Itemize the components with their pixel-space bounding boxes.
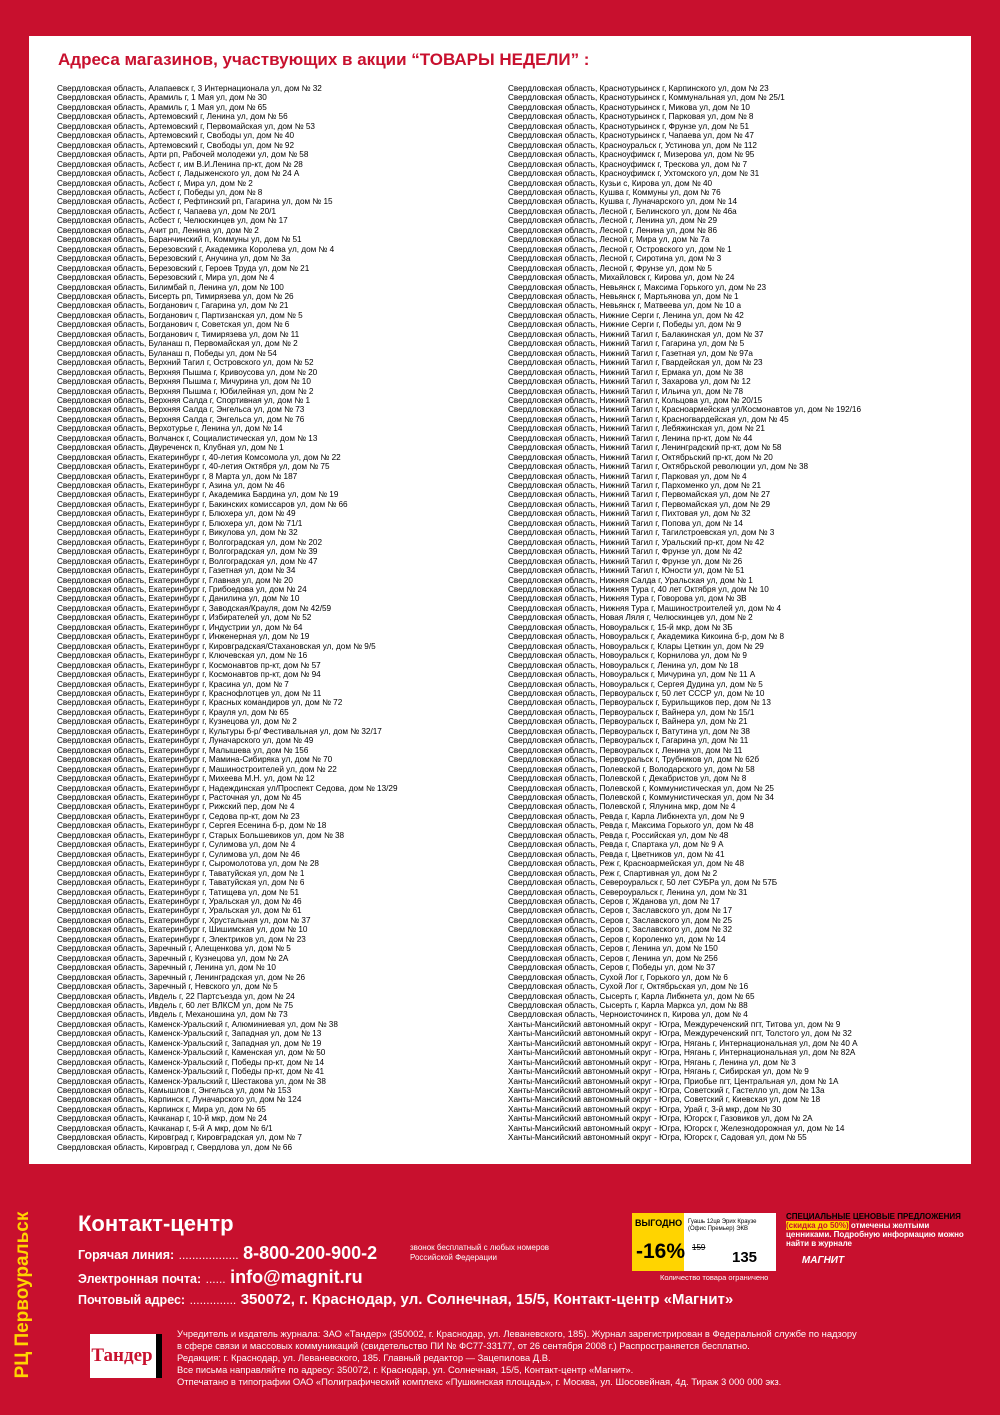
address-item: Ханты-Мансийский автономный округ - Югра, Урай г, 3-й мкр, дом № 30 (508, 1104, 782, 1114)
imprint-line: Отпечатано в типографии ОАО «Полиграфический комплекс «Пушкинская площадь», г. Москва, ул. Шосовейная, 4д. Тираж 3 000 000 экз. (177, 1376, 782, 1387)
address-item: Свердловская область, Нижний Тагил г, Первомайская ул, дом № 27 (508, 490, 771, 500)
address-item: Свердловская область, Новоуральск г, Клары Цеткин ул, дом № 29 (508, 641, 764, 651)
address-item: Свердловская область, Екатеринбург г, Сыромолотова ул, дом № 28 (57, 859, 319, 869)
promo-old-price: 159 (692, 1243, 706, 1252)
address-item: Свердловская область, Каменск-Уральский г, Победы пр-кт, дом № 41 (57, 1067, 325, 1077)
address-item: Свердловская область, Екатеринбург г, Волгоградская ул, дом № 39 (57, 547, 318, 557)
address-item: Свердловская область, Качканар г, 10-й мкр, дом № 24 (57, 1114, 268, 1124)
address-item: Свердловская область, Бисерть рп, Тимирязева ул, дом № 26 (57, 291, 294, 301)
address-item: Свердловская область, Первоуральск г, Вайнера ул, дом № 15/1 (508, 707, 755, 717)
address-item: Свердловская область, Невьянск г, Мартьянова ул, дом № 1 (508, 291, 739, 301)
address-item: Свердловская область, Нижний Тагил г, Кольцова ул, дом № 20/15 (508, 395, 763, 405)
address-item: Свердловская область, Екатеринбург г, Татищева ул, дом № 51 (57, 887, 300, 897)
address-item: Свердловская область, Заречный г, Ленина ул, дом № 10 (57, 963, 276, 973)
address-item: Свердловская область, Буланаш п, Первомайская ул, дом № 2 (57, 339, 298, 349)
address-item: Свердловская область, Екатеринбург г, Красных командиров ул, дом № 72 (57, 698, 343, 708)
address-item: Свердловская область, Полевской г, Ялунина мкр, дом № 4 (508, 802, 736, 812)
tander-logo-text: Тандер (91, 1345, 153, 1366)
address-item: Свердловская область, Ревда г, Максима Горького ул, дом № 48 (508, 821, 754, 831)
address-item: Свердловская область, Невьянск г, Матвеева ул, дом № 10 а (508, 301, 742, 311)
address-item: Свердловская область, Двуреченск п, Клубная ул, дом № 1 (57, 443, 284, 453)
address-item: Свердловская область, Лесной г, Белинского ул, дом № 46а (508, 206, 737, 216)
address-item: Свердловская область, Верхняя Пышма г, Кривоусова ул, дом № 20 (57, 367, 318, 377)
address-item: Свердловская область, Екатеринбург г, Седова пр-кт, дом № 23 (57, 811, 300, 821)
address-item: Свердловская область, Ивдель г, Механошина ул, дом № 73 (57, 1010, 288, 1020)
address-item: Свердловская область, Первоуральск г, Гагарина ул, дом № 11 (508, 736, 749, 746)
address-item: Свердловская область, Нижний Тагил г, Пихтовая ул, дом № 32 (508, 509, 751, 519)
address-item: Свердловская область, Красноуфимск г, Трескова ул, дом № 7 (508, 159, 748, 169)
address-item: Свердловская область, Асбест г, Челюскинцев ул, дом № 17 (57, 216, 288, 226)
special-offer-note (786, 1212, 966, 1248)
address-item: Свердловская область, Лесной г, Сиротина ул, дом № 3 (508, 254, 722, 264)
address-item: Свердловская область, Екатеринбург г, Шишимская ул, дом № 10 (57, 925, 308, 935)
address-item: Свердловская область, Каменск-Уральский г, Западная ул, дом № 13 (57, 1029, 322, 1039)
address-item: Свердловская область, Серов г, Победы ул, дом № 37 (508, 963, 716, 973)
address-item: Свердловская область, Каменск-Уральский г, Победы пр-кт, дом № 14 (57, 1057, 325, 1067)
address-item: Свердловская область, Кировград г, Свердлова ул, дом № 66 (57, 1142, 293, 1152)
address-item: Свердловская область, Березовский г, Героев Труда ул, дом № 21 (57, 263, 310, 273)
address-item: Свердловская область, Краснотурьинск г, Коммунальная ул, дом № 25/1 (508, 93, 785, 103)
address-item: Ханты-Мансийский автономный округ - Югра, Междуреченский пгт, Титова ул, дом № 9 (508, 1019, 841, 1029)
address-item: Свердловская область, Верхняя Салда г, Энгельса ул, дом № 76 (57, 414, 305, 424)
address-item: Свердловская область, Екатеринбург г, Сергея Есенина б-р, дом № 18 (57, 821, 327, 831)
address-item: Свердловская область, Нижний Тагил г, Балакинская ул, дом № 37 (508, 329, 764, 339)
address-item: Ханты-Мансийский автономный округ - Югра, Югорск г, Садовая ул, дом № 55 (508, 1133, 807, 1143)
address-item: Свердловская область, Екатеринбург г, Малышева ул, дом № 156 (57, 745, 309, 755)
address-item: Свердловская область, Екатеринбург г, Кузнецова ул, дом № 2 (57, 717, 297, 727)
address-item: Свердловская область, Заречный г, Алещенкова ул, дом № 5 (57, 944, 291, 954)
address-item: Свердловская область, Краснотурьинск г, Микова ул, дом № 10 (508, 102, 750, 112)
address-item: Свердловская область, Первоуральск г, Ленина ул, дом № 11 (508, 745, 743, 755)
address-item: Свердловская область, Екатеринбург г, Сулимова ул, дом № 46 (57, 849, 300, 859)
address-item: Свердловская область, Ивдель г, 22 Партсъезда ул, дом № 24 (57, 991, 295, 1001)
address-item: Свердловская область, Сысерть г, Карла Либкнета ул, дом № 65 (508, 991, 755, 1001)
address-item: Свердловская область, Асбест г, Чапаева ул, дом № 20/1 (57, 206, 276, 216)
address-item: Свердловская область, Серов г, Заславского ул, дом № 32 (508, 925, 733, 935)
address-item: Свердловская область, Полевской г, Коммунистическая ул, дом № 25 (508, 783, 774, 793)
address-item: Свердловская область, Асбест г, Ладыженского ул, дом № 24 А (57, 169, 300, 179)
address-item: Свердловская область, Екатеринбург г, Блюхера ул, дом № 49 (57, 509, 296, 519)
address-item: Свердловская область, Екатеринбург г, Кировградская/Стахановская ул, дом № 9/5 (57, 641, 376, 651)
address-item: Свердловская область, Асбест г, Рефтинский рп, Гагарина ул, дом № 15 (57, 197, 333, 207)
address-item: Свердловская область, Екатеринбург г, Космонавтов пр-кт, дом № 94 (57, 670, 321, 680)
address-item: Свердловская область, Екатеринбург г, Мамина-Сибиряка ул, дом № 70 (57, 755, 333, 765)
address-item: Свердловская область, Лесной г, Островского ул, дом № 1 (508, 244, 732, 254)
postal-row (78, 1291, 733, 1309)
address-item: Свердловская область, Лесной г, Ленина ул, дом № 29 (508, 216, 718, 226)
address-item: Свердловская область, Екатеринбург г, Ключевская ул, дом № 16 (57, 651, 308, 661)
address-item: Свердловская область, Екатеринбург г, Машиностроителей ул, дом № 22 (57, 764, 337, 774)
address-item: Свердловская область, Новоуральск г, Ленина ул, дом № 18 (508, 660, 739, 670)
address-item: Свердловская область, Михайловск г, Кирова ул, дом № 24 (508, 273, 735, 283)
dots: .............. (189, 1293, 237, 1307)
address-item: Ханты-Мансийский автономный округ - Югра, Нягань г, Сибирская ул, дом № 9 (508, 1067, 809, 1077)
address-item: Свердловская область, Краснотурьинск г, Карпинского ул, дом № 23 (508, 84, 769, 93)
address-item: Свердловская область, Краснотурьинск г, Парковая ул, дом № 8 (508, 112, 754, 122)
address-item: Свердловская область, Заречный г, Невского ул, дом № 5 (57, 982, 278, 992)
promo-new-price: 135 (732, 1249, 758, 1266)
address-item: Свердловская область, Серов г, Заславского ул, дом № 17 (508, 906, 733, 916)
address-item: Свердловская область, Нижний Тагил г, Ленинградский пр-кт, дом № 58 (508, 443, 782, 453)
address-item: Свердловская область, Лесной г, Мира ул, дом № 7а (508, 235, 710, 245)
promo-discount: -16% (636, 1240, 686, 1263)
address-item: Свердловская область, Богданович г, Партизанская ул, дом № 5 (57, 310, 303, 320)
promo-price-tag (632, 1213, 776, 1271)
address-item: Свердловская область, Алапаевск г, 3 Интернационала ул, дом № 32 (57, 84, 322, 93)
address-item: Свердловская область, Нижняя Тура г, Машиностроителей ул, дом № 4 (508, 603, 782, 613)
contact-center-title: Контакт-центр (78, 1211, 234, 1236)
imprint-line: Редакция: г. Краснодар, ул. Леваневского, 185. Главный редактор — Зацепилова Д.В. (177, 1352, 551, 1363)
address-item: Свердловская область, Лесной г, Ленина ул, дом № 86 (508, 225, 718, 235)
address-item: Свердловская область, Екатеринбург г, Луначарского ул, дом № 49 (57, 736, 314, 746)
address-item: Свердловская область, Екатеринбург г, Краснофлотцев ул, дом № 11 (57, 689, 322, 698)
address-item: Свердловская область, Нижние Серги г, Ленина ул, дом № 42 (508, 310, 744, 320)
postal-label: Почтовый адрес: (78, 1293, 186, 1307)
address-item: Свердловская область, Североуральск г, 50 лет СУБРа ул, дом № 57Б (508, 878, 778, 888)
postal-address: 350072, г. Краснодар, ул. Солнечная, 15/5, Контакт-центр «Магнит» (240, 1291, 734, 1308)
address-item: Свердловская область, Нижний Тагил г, Первомайская ул, дом № 29 (508, 499, 771, 509)
address-item: Свердловская область, Екатеринбург г, Бакинских комиссаров ул, дом № 66 (57, 499, 348, 509)
address-item: Свердловская область, Красноуфимск г, Мизерова ул, дом № 95 (508, 150, 755, 160)
address-item: Свердловская область, Новая Ляля г, Челюскинцев ул, дом № 2 (508, 613, 753, 623)
address-item: Свердловская область, Буланаш п, Победы ул, дом № 54 (57, 348, 277, 358)
address-item: Свердловская область, Екатеринбург г, 40-летия Октября ул, дом № 75 (57, 462, 330, 472)
address-item: Свердловская область, Верхняя Салда г, Спортивная ул, дом № 1 (57, 395, 311, 405)
address-item: Свердловская область, Верхотурье г, Ленина ул, дом № 14 (57, 424, 283, 434)
promo-caption: Количество товара ограничено (660, 1273, 769, 1282)
address-item: Свердловская область, Екатеринбург г, Красина ул, дом № 7 (57, 679, 289, 689)
address-item: Ханты-Мансийский автономный округ - Югра, Междуреченский пгт, Толстого ул, дом № 32 (508, 1029, 852, 1039)
address-item: Свердловская область, Богданович г, Советская ул, дом № 6 (57, 320, 290, 330)
address-item: Свердловская область, Нижние Серги г, Победы ул, дом № 9 (508, 320, 742, 330)
address-item: Свердловская область, Асбест г, Мира ул, дом № 2 (57, 178, 253, 188)
address-item: Свердловская область, Серов г, Жданова ул, дом № 17 (508, 896, 720, 906)
address-item: Свердловская область, Екатеринбург г, Блюхера ул, дом № 71/1 (57, 518, 303, 528)
address-item: Свердловская область, Екатеринбург г, 40-летия Комсомола ул, дом № 22 (57, 452, 341, 462)
address-item: Свердловская область, Нижний Тагил г, Фрунзе ул, дом № 42 (508, 547, 743, 557)
address-item: Свердловская область, Асбест г, им В.И.Ленина пр-кт, дом № 28 (57, 159, 303, 169)
address-item: Свердловская область, Екатеринбург г, Викулова ул, дом № 32 (57, 528, 298, 538)
address-item: Свердловская область, Серов г, Заславского ул, дом № 25 (508, 915, 733, 925)
promo-label: ВЫГОДНО (635, 1218, 683, 1228)
address-item: Свердловская область, Нижний Тагил г, Ильича ул, дом № 78 (508, 386, 744, 396)
address-item: Свердловская область, Полевской г, Володарского ул, дом № 58 (508, 764, 755, 774)
address-item: Свердловская область, Реж г, Красноармейская ул, дом № 48 (508, 859, 745, 869)
address-item: Свердловская область, Ревда г, Спартака ул, дом № 9 А (508, 840, 724, 850)
address-item: Свердловская область, Екатеринбург г, Михеева М.Н. ул, дом № 12 (57, 774, 315, 784)
address-item: Свердловская область, Нижний Тагил г, Гагарина ул, дом № 5 (508, 339, 745, 349)
address-item: Свердловская область, Березовский г, Мира ул, дом № 4 (57, 273, 275, 283)
address-item: Ханты-Мансийский автономный округ - Югра, Советский г, Гастелло ул, дом № 13а (508, 1086, 825, 1096)
address-item: Свердловская область, Новоуральск г, Мичурина ул, дом № 11 А (508, 670, 756, 680)
address-item: Свердловская область, Нижний Тагил г, Пархоменко ул, дом № 21 (508, 481, 762, 491)
address-item: Свердловская область, Екатеринбург г, Азина ул, дом № 46 (57, 481, 285, 491)
special-desc: отмечены желтыми ценниками. Подробную информацию можно найти в журнале (786, 1221, 964, 1248)
address-item: Свердловская область, Каменск-Уральский г, Каменская ул, дом № 50 (57, 1048, 326, 1058)
address-item: Свердловская область, Екатеринбург г, Таватуйская ул, дом № 1 (57, 868, 305, 878)
address-item: Свердловская область, Первоуральск г, Бурильщиков пер, дом № 13 (508, 698, 771, 708)
address-item: Свердловская область, Екатеринбург г, Старых Большевиков ул, дом № 38 (57, 830, 345, 840)
email-row (78, 1267, 363, 1288)
address-item: Свердловская область, Нижний Тагил г, Октябрьский пр-кт, дом № 20 (508, 452, 773, 462)
address-item: Свердловская область, Нижний Тагил г, Лебяжинская ул, дом № 21 (508, 424, 765, 434)
address-item: Свердловская область, Черноисточинск п, Кирова ул, дом № 4 (508, 1010, 748, 1020)
address-item: Свердловская область, Реж г, Спартивная ул, дом № 2 (508, 868, 718, 878)
address-item: Свердловская область, Первоуральск г, Ватутина ул, дом № 38 (508, 726, 750, 736)
address-item: Свердловская область, Сухой Лог г, Горького ул, дом № 6 (508, 972, 728, 982)
address-item: Свердловская область, Екатеринбург г, Заводская/Крауля, дом № 42/59 (57, 603, 332, 613)
address-item: Свердловская область, Ревда г, Российская ул, дом № 48 (508, 830, 729, 840)
dots: ...... (205, 1272, 226, 1286)
address-item: Свердловская область, Верхняя Салда г, Энгельса ул, дом № 73 (57, 405, 305, 415)
address-item: Свердловская область, Березовский г, Анучина ул, дом № 3а (57, 254, 291, 264)
address-item: Свердловская область, Нижний Тагил г, Октябрьской революции ул, дом № 38 (508, 462, 809, 472)
address-item: Свердловская область, Екатеринбург г, Главная ул, дом № 20 (57, 575, 293, 585)
address-item: Свердловская область, Новоуральск г, 15-й мкр, дом № 3Б (508, 622, 733, 632)
address-item: Свердловская область, Богданович г, Гагарина ул, дом № 21 (57, 301, 289, 311)
address-item: Свердловская область, Полевской г, Декабристов ул, дом № 8 (508, 774, 747, 784)
side-label (10, 1185, 36, 1405)
tander-logo-bar (156, 1334, 162, 1378)
address-item: Свердловская область, Богданович г, Тимирязева ул, дом № 11 (57, 329, 300, 339)
address-item: Свердловская область, Камышлов г, Энгельса ул, дом № 153 (57, 1086, 292, 1096)
address-item: Свердловская область, Нижний Тагил г, Парковая ул, дом № 4 (508, 471, 747, 481)
address-item: Свердловская область, Екатеринбург г, Волгоградская ул, дом № 202 (57, 537, 322, 547)
side-label-text: РЦ Первоуральск (12, 1211, 33, 1379)
address-item: Свердловская область, Екатеринбург г, Расточная ул, дом № 45 (57, 792, 302, 802)
address-item: Свердловская область, Нижняя Тура г, Говорова ул, дом № 3В (508, 594, 747, 604)
address-item: Свердловская область, Артемовский г, Свободы ул, дом № 40 (57, 131, 295, 141)
address-item: Свердловская область, Первоуральск г, Вайнера ул, дом № 21 (508, 717, 748, 727)
address-item: Свердловская область, Ревда г, Цветников ул, дом № 41 (508, 849, 725, 859)
address-item: Свердловская область, Нижний Тагил г, Попова ул, дом № 14 (508, 518, 743, 528)
hotline-number[interactable]: 8-800-200-900-2 (243, 1243, 378, 1263)
address-item: Свердловская область, Екатеринбург г, 8 Марта ул, дом № 187 (57, 471, 298, 481)
address-item: Свердловская область, Североуральск г, Ленина ул, дом № 31 (508, 887, 748, 897)
address-item: Свердловская область, Екатеринбург г, Крауля ул, дом № 65 (57, 707, 289, 717)
address-item: Свердловская область, Екатеринбург г, Надеждинская ул/Проспект Седова, дом № 13/29 (57, 783, 398, 793)
imprint-line: Все письма направляйте по адресу: 350072, г. Краснодар, ул. Солнечная, 15/5, Контакт-центр «Магнит». (177, 1364, 634, 1375)
address-item: Свердловская область, Билимбай п, Ленина ул, дом № 100 (57, 282, 284, 292)
address-item: Свердловская область, Красноуфимск г, Ухтомского ул, дом № 31 (508, 169, 760, 179)
promo-description: Гуашь 12цв Эрих Краузе (Офис Премьер) ЭКВ (688, 1219, 757, 1232)
address-item: Свердловская область, Артемовский г, Свободы ул, дом № 92 (57, 140, 295, 150)
imprint-line: Учредитель и издатель журнала: ЗАО «Тандер» (350002, г. Краснодар, ул. Леваневского, 185). Журнал зарегистрирован в Федеральной службе по надзору (177, 1328, 857, 1339)
email-label: Электронная почта: (78, 1272, 202, 1286)
address-item: Свердловская область, Каменск-Уральский г, Алюминиевая ул, дом № 38 (57, 1019, 338, 1029)
address-item: Свердловская область, Нижний Тагил г, Тагилстроевская ул, дом № 3 (508, 528, 775, 538)
page-title: Адреса магазинов, участвующих в акции “ТОВАРЫ НЕДЕЛИ” : (58, 50, 590, 69)
address-item: Свердловская область, Ивдель г, 60 лет ВЛКСМ ул, дом № 75 (57, 1000, 294, 1010)
address-item: Свердловская область, Нижний Тагил г, Юности ул, дом № 51 (508, 566, 745, 576)
special-discount: (скидка до 50%) (786, 1221, 849, 1230)
magnit-logo: МАГНИТ (788, 1253, 858, 1269)
address-item: Свердловская область, Сысерть г, Карла Маркса ул, дом № 88 (508, 1000, 748, 1010)
address-item: Ханты-Мансийский автономный округ - Югра, Нягань г, Ленина ул, дом № 3 (508, 1057, 796, 1067)
address-item: Свердловская область, Серов г, Ленина ул, дом № 256 (508, 953, 718, 963)
address-item: Свердловская область, Серов г, Короленко ул, дом № 14 (508, 934, 726, 944)
address-item: Свердловская область, Каменск-Уральский г, Западная ул, дом № 19 (57, 1038, 322, 1048)
address-item: Свердловская область, Асбест г, Победы ул, дом № 8 (57, 187, 263, 197)
address-item: Ханты-Мансийский автономный округ - Югра, Советский г, Киевская ул, дом № 18 (508, 1095, 821, 1105)
address-item: Свердловская область, Артемовский г, Первомайская ул, дом № 53 (57, 121, 315, 131)
call-note: звонок бесплатный с любых номеров Российской Федерации (410, 1243, 550, 1262)
address-item: Свердловская область, Качканар г, 5-й А мкр, дом № 6/1 (57, 1123, 273, 1133)
address-item: Свердловская область, Нижняя Тура г, 40 лет Октября ул, дом № 10 (508, 585, 769, 595)
address-item: Ханты-Мансийский автономный округ - Югра, Югорск г, Железнодорожная ул, дом № 14 (508, 1123, 845, 1133)
address-item: Свердловская область, Новоуральск г, Академика Кикоина б-р, дом № 8 (508, 632, 785, 642)
address-item: Ханты-Мансийский автономный округ - Югра, Приобье пгт, Центральная ул, дом № 1А (508, 1076, 839, 1086)
imprint (177, 1328, 977, 1388)
address-item: Свердловская область, Кузьи с, Кирова ул, дом № 40 (508, 178, 713, 188)
address-item: Свердловская область, Нижний Тагил г, Ленина пр-кт, дом № 44 (508, 433, 753, 443)
address-item: Свердловская область, Нижний Тагил г, Красногвардейская ул, дом № 45 (508, 414, 789, 424)
address-item: Свердловская область, Екатеринбург г, Индустрии ул, дом № 64 (57, 622, 303, 632)
address-item: Свердловская область, Кушва г, Коммуны ул, дом № 76 (508, 187, 721, 197)
address-item: Свердловская область, Екатеринбург г, Культуры б-р/ Фестивальная ул, дом № 32/17 (57, 726, 382, 736)
address-item: Свердловская область, Екатеринбург г, Таватуйская ул, дом № 6 (57, 878, 305, 888)
address-item: Свердловская область, Кушва г, Луначарского ул, дом № 14 (508, 197, 738, 207)
address-item: Свердловская область, Кировград г, Кировградская ул, дом № 7 (57, 1133, 302, 1143)
address-item: Свердловская область, Нижний Тагил г, Захарова ул, дом № 12 (508, 377, 751, 387)
address-item: Свердловская область, Екатеринбург г, Хрустальная ул, дом № 37 (57, 915, 311, 925)
address-item: Свердловская область, Нижний Тагил г, Гвардейская ул, дом № 23 (508, 358, 763, 368)
address-item: Свердловская область, Баранчинский п, Коммуны ул, дом № 51 (57, 235, 302, 245)
address-item: Свердловская область, Ревда г, Карла Либкнехта ул, дом № 9 (508, 811, 745, 821)
hotline-row (78, 1243, 377, 1264)
address-item: Ханты-Мансийский автономный округ - Югра, Югорск г, Газовиков ул, дом № 2А (508, 1114, 813, 1124)
address-item: Свердловская область, Арамиль г, 1 Мая ул, дом № 30 (57, 93, 267, 103)
address-item: Свердловская область, Екатеринбург г, Космонавтов пр-кт, дом № 57 (57, 660, 321, 670)
address-item: Свердловская область, Заречный г, Кузнецова ул, дом № 2А (57, 953, 289, 963)
address-item: Свердловская область, Нижний Тагил г, Уральский пр-кт, дом № 42 (508, 537, 765, 547)
address-item: Свердловская область, Артемовский г, Ленина ул, дом № 56 (57, 112, 288, 122)
address-item: Свердловская область, Екатеринбург г, Данилина ул, дом № 10 (57, 594, 300, 604)
address-item: Свердловская область, Березовский г, Академика Королева ул, дом № 4 (57, 244, 335, 254)
address-item: Свердловская область, Нижний Тагил г, Ермака ул, дом № 38 (508, 367, 744, 377)
address-item: Свердловская область, Екатеринбург г, Академика Бардина ул, дом № 19 (57, 490, 339, 500)
address-item: Свердловская область, Екатеринбург г, Газетная ул, дом № 34 (57, 566, 296, 576)
address-item: Свердловская область, Новоуральск г, Сергея Дудина ул, дом № 5 (508, 679, 763, 689)
hotline-label: Горячая линия: (78, 1248, 175, 1262)
address-item: Свердловская область, Екатеринбург г, Избирателей ул, дом № 52 (57, 613, 312, 623)
address-item: Свердловская область, Верхний Тагил г, Островского ул, дом № 52 (57, 358, 314, 368)
address-item: Свердловская область, Волчанск г, Социалистическая ул, дом № 13 (57, 433, 318, 443)
address-item: Свердловская область, Екатеринбург г, Сулимова ул, дом № 4 (57, 840, 296, 850)
address-item: Свердловская область, Первоуральск г, Трубников ул, дом № 62б (508, 755, 760, 765)
address-item: Свердловская область, Нижний Тагил г, Газетная ул, дом № 97а (508, 348, 753, 358)
address-item: Свердловская область, Сухой Лог г, Октябрьская ул, дом № 16 (508, 982, 749, 992)
address-item: Свердловская область, Екатеринбург г, Уральская ул, дом № 46 (57, 896, 302, 906)
address-item: Свердловская область, Новоуральск г, Корнилова ул, дом № 9 (508, 651, 747, 661)
email-link[interactable]: info@magnit.ru (230, 1267, 363, 1287)
address-item: Свердловская область, Невьянск г, Максима Горького ул, дом № 23 (508, 282, 767, 292)
address-item: Свердловская область, Заречный г, Ленинградская ул, дом № 26 (57, 972, 306, 982)
address-item: Свердловская область, Нижний Тагил г, Красноармейская ул/Космонавтов ул, дом № 192/16 (508, 405, 862, 415)
address-item: Свердловская область, Первоуральск г, 50 лет СССР ул, дом № 10 (508, 689, 765, 698)
address-item: Свердловская область, Краснотурьинск г, Фрунзе ул, дом № 51 (508, 121, 750, 131)
address-item: Свердловская область, Верхняя Пышма г, Юбилейная ул, дом № 2 (57, 386, 314, 396)
special-title: СПЕЦИАЛЬНЫЕ ЦЕНОВЫЕ ПРЕДЛОЖЕНИЯ (786, 1212, 961, 1221)
address-item: Свердловская область, Карпинск г, Мира ул, дом № 65 (57, 1104, 266, 1114)
address-item: Свердловская область, Ачит рп, Ленина ул, дом № 2 (57, 225, 259, 235)
address-list-left (57, 84, 487, 1152)
address-item: Свердловская область, Арамиль г, 1 Мая ул, дом № 65 (57, 102, 267, 112)
address-item: Свердловская область, Серов г, Ленина ул, дом № 150 (508, 944, 718, 954)
imprint-line: в сфере связи и массовых коммуникаций (свидетельство ПИ № ФС77-33177, от 26 сентября 2008 г.) Распространяется бесплатно. (177, 1340, 750, 1351)
address-item: Свердловская область, Краснотурьинск г, Чапаева ул, дом № 47 (508, 131, 754, 141)
address-item: Свердловская область, Полевской г, Коммунистическая ул, дом № 34 (508, 792, 774, 802)
address-item: Свердловская область, Арти рп, Рабочей молодежи ул, дом № 58 (57, 150, 309, 160)
address-item: Свердловская область, Екатеринбург г, Инженерная ул, дом № 19 (57, 632, 310, 642)
address-item: Свердловская область, Екатеринбург г, Грибоедова ул, дом № 24 (57, 585, 307, 595)
address-item: Ханты-Мансийский автономный округ - Югра, Нягань г, Интернациональная ул, дом № 82А (508, 1048, 856, 1058)
dots: .................. (178, 1248, 239, 1262)
address-item: Ханты-Мансийский автономный округ - Югра, Нягань г, Интернациональная ул, дом № 40 А (508, 1038, 858, 1048)
address-item: Свердловская область, Верхняя Пышма г, Мичурина ул, дом № 10 (57, 377, 311, 387)
address-item: Свердловская область, Екатеринбург г, Электриков ул, дом № 23 (57, 934, 306, 944)
address-item: Свердловская область, Каменск-Уральский г, Шестакова ул, дом № 38 (57, 1076, 326, 1086)
address-item: Свердловская область, Лесной г, Фрунзе ул, дом № 5 (508, 263, 712, 273)
address-item: Свердловская область, Екатеринбург г, Рижский пер, дом № 4 (57, 802, 295, 812)
address-item: Свердловская область, Красноуральск г, Устинова ул, дом № 112 (508, 140, 757, 150)
address-item: Свердловская область, Нижняя Салда г, Уральская ул, дом № 1 (508, 575, 753, 585)
address-item: Свердловская область, Екатеринбург г, Уральская ул, дом № 61 (57, 906, 302, 916)
address-list-right (508, 84, 938, 1143)
address-item: Свердловская область, Карпинск г, Луначарского ул, дом № 124 (57, 1095, 302, 1105)
tander-logo (90, 1334, 162, 1378)
address-item: Свердловская область, Екатеринбург г, Волгоградская ул, дом № 47 (57, 556, 318, 566)
address-item: Свердловская область, Нижний Тагил г, Фрунзе ул, дом № 26 (508, 556, 743, 566)
